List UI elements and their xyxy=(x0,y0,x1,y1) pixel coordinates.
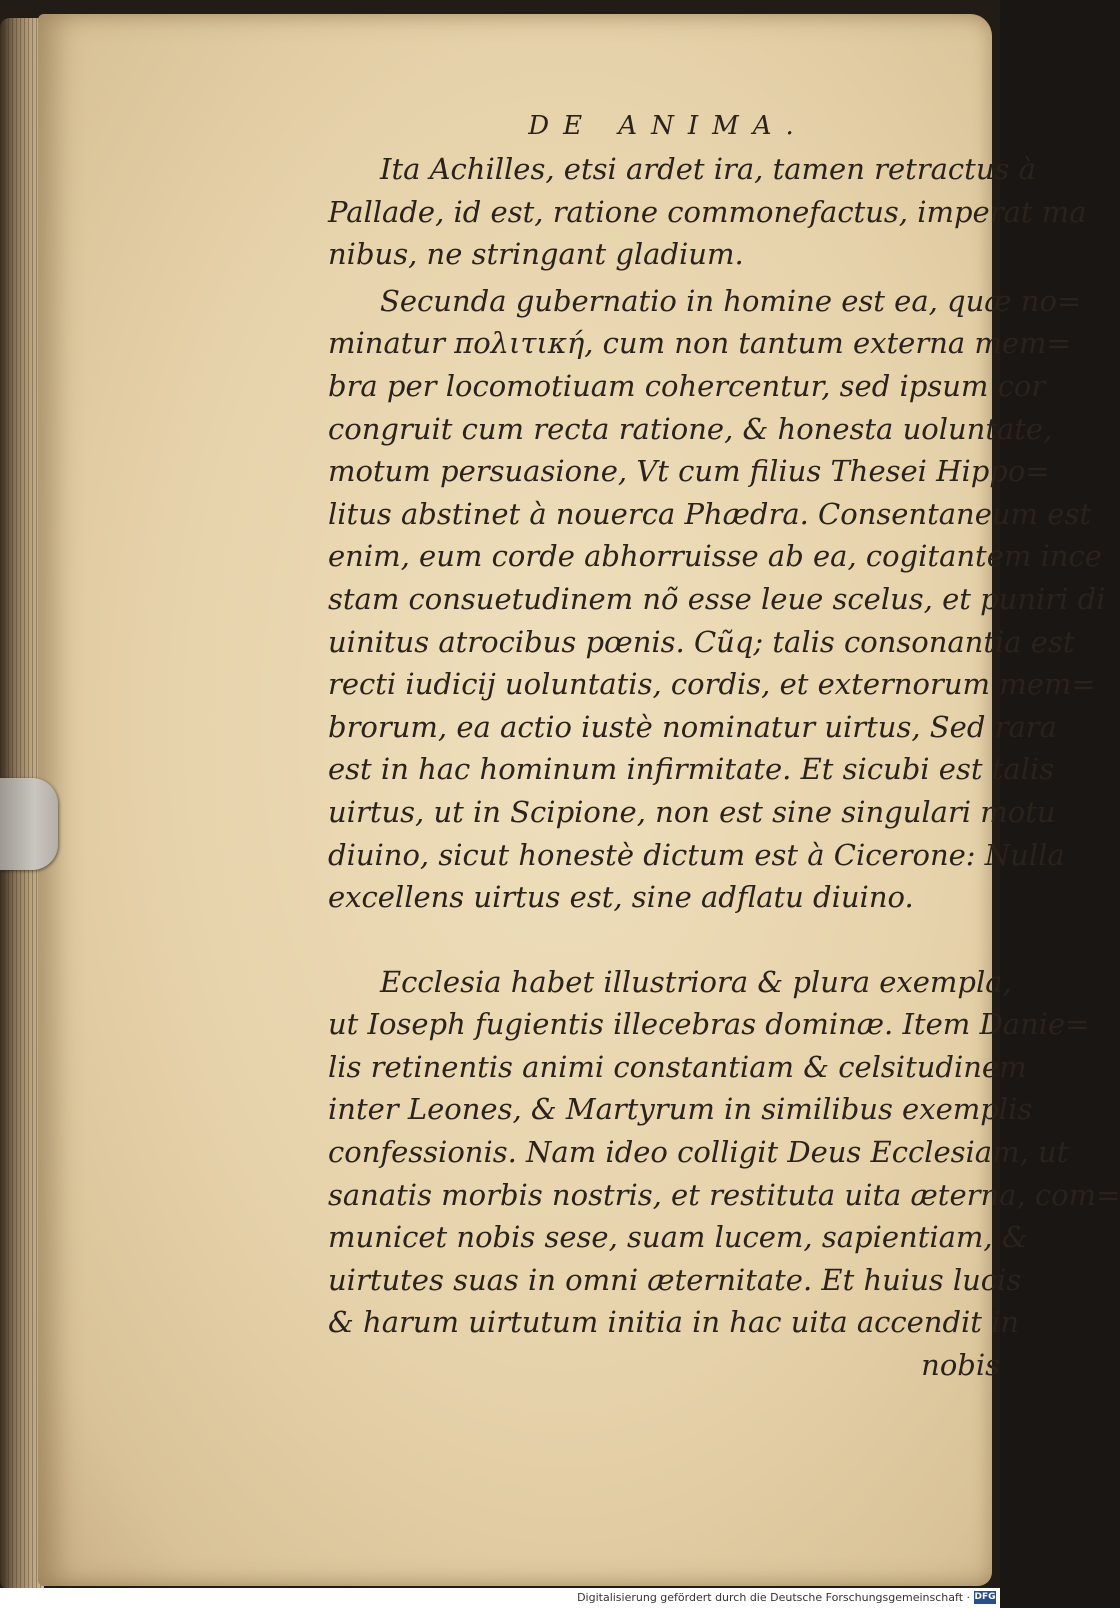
text-line: & harum uirtutum initia in hac uita accendit in xyxy=(328,1305,1020,1340)
text-line: uirtutes suas in omni æternitate. Et huius lucis xyxy=(328,1262,1022,1297)
paragraph-1 xyxy=(328,148,1087,276)
text-block xyxy=(328,108,1120,1386)
text-line: lis retinentis animi constantiam & celsitudinem xyxy=(328,1049,1027,1084)
text-line: motum persuasione, Vt cum filius Thesei Hippo= xyxy=(328,454,1050,489)
text-line: municet nobis sese, suam lucem, sapientiam, & xyxy=(328,1220,1028,1255)
paragraph-3 xyxy=(328,961,1120,1344)
text-line: Secunda gubernatio in homine est ea, quæ no= xyxy=(380,283,1082,318)
footer-credit-text: Digitalisierung gefördert durch die Deutsche Forschungsgemeinschaft · xyxy=(577,1591,970,1604)
paragraph-2 xyxy=(328,280,1106,919)
text-line: ut Ioseph fugientis illecebras dominæ. Item Danie= xyxy=(328,1007,1090,1042)
text-line: stam consuetudinem nõ esse leue scelus, et puniri di xyxy=(328,581,1106,616)
text-line: excellens uirtus est, sine adflatu diuino. xyxy=(328,880,914,915)
text-line: sanatis morbis nostris, et restituta uita æterna, com= xyxy=(328,1177,1120,1212)
text-line: Ita Achilles, etsi ardet ira, tamen retractus à xyxy=(380,152,1036,186)
page-clip xyxy=(0,778,58,870)
catchword: nobis xyxy=(921,1348,1000,1383)
text-line: est in hac hominum infirmitate. Et sicubi est talis xyxy=(328,752,1055,787)
text-line: confessionis. Nam ideo colligit Deus Ecclesiam, ut xyxy=(328,1135,1069,1170)
dfg-logo-icon: DFG xyxy=(974,1592,996,1602)
text-line: recti iudicij uoluntatis, cordis, et externorum mem= xyxy=(328,667,1096,702)
text-line: nibus, ne stringant gladium. xyxy=(328,237,744,272)
book-page xyxy=(38,14,1120,1586)
text-line: Ecclesia habet illustriora & plura exempla, xyxy=(380,964,1012,999)
text-line: congruit cum recta ratione, & honesta uoluntate, xyxy=(328,411,1053,446)
text-line: Pallade, id est, ratione commonefactus, imperat ma xyxy=(328,194,1087,229)
running-head: DE ANIMA. xyxy=(528,111,808,141)
footer-credit-bar xyxy=(0,1588,1000,1608)
text-line: uinitus atrocibus pœnis. Cũq; talis consonantia est xyxy=(328,624,1075,659)
text-line: litus abstinet à nouerca Phædra. Consentaneum est xyxy=(328,496,1091,531)
text-line: uirtus, ut in Scipione, non est sine singulari motu xyxy=(328,794,1056,829)
text-line: enim, eum corde abhorruisse ab ea, cogitantem ince xyxy=(328,539,1102,574)
text-line: inter Leones, & Martyrum in similibus exemplis xyxy=(328,1092,1033,1127)
text-line: diuino, sicut honestè dictum est à Cicerone: Nulla xyxy=(328,837,1065,872)
text-line: brorum, ea actio iustè nominatur uirtus, Sed rara xyxy=(328,709,1057,744)
text-line: minatur πολιτική, cum non tantum externa mem= xyxy=(328,326,1071,361)
text-line: bra per locomotiuam cohercentur, sed ipsum cor xyxy=(328,368,1046,403)
